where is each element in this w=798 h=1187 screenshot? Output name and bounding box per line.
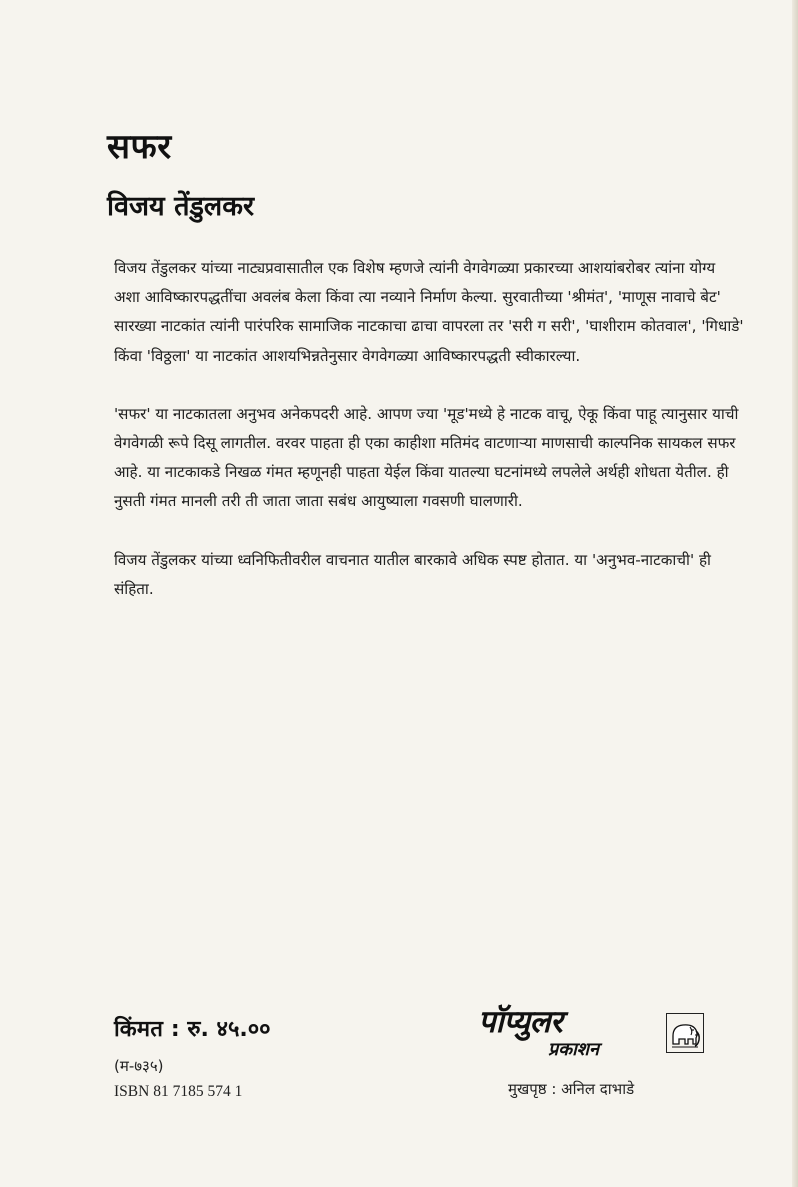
price-label: किंमत [114,1017,164,1042]
price-block [114,1015,414,1103]
book-title: सफर [107,127,172,167]
publisher-name: पॉप्युलर [478,1004,563,1040]
catalog-code: (म-७३५) [114,1057,164,1075]
page-edge [792,0,798,1187]
price-separator: : [163,1017,188,1042]
elephant-icon-svg [667,1014,703,1052]
isbn: ISBN 81 7185 574 1 [114,1083,243,1100]
book-author: विजय तेंडुलकर [107,191,255,222]
blurb-paragraph-2: 'सफर' या नाटकातला अनुभव अनेकपदरी आहे. आपण ज्या 'मूड'मध्ये हे नाटक वाचू, ऐकू किंवा पाहू त्यानुसार याची वेगवेगळी रूपे दिसू लागतील. वरवर पाहता ही एका काहीशा मतिमंद वाटणाऱ्या माणसाची काल्पनिक सायकल सफर आहे. या नाटकाकडे निखळ गंमत म्हणूनही पाहता येईल किंवा यातल्या घटनांमध्ये लपलेले अर्थही शोधता येतील. ही नुसती गंमत मानली तरी ती जाता जाता सबंध आयुष्याला गवसणी घालणारी. [114,404,739,511]
cover-credit: मुखपृष्ठ : अनिल दाभाडे [508,1080,635,1098]
blurb [114,254,744,633]
elephant-icon [666,1013,704,1053]
price-amount: रु. ४५.०० [187,1017,271,1042]
price [114,1015,414,1045]
blurb-paragraph-3: विजय तेंडुलकर यांच्या ध्वनिफितीवरील वाचनात यातील बारकावे अधिक स्पष्ट होतात. या 'अनुभव-नाटकाची' ही संहिता. [114,550,711,598]
publisher-sub: प्रकाशन [548,1039,599,1060]
blurb-paragraph-1: विजय तेंडुलकर यांच्या नाट्यप्रवासातील एक विशेष म्हणजे त्यांनी वेगवेगळ्या प्रकारच्या आशयांबरोबर त्यांना योग्य अशा आविष्कारपद्धतींचा अवलंब केला किंवा त्या नव्याने निर्माण केल्या. सुरवातीच्या 'श्रीमंत', 'माणूस नावाचे बेट' सारख्या नाटकांत त्यांनी पारंपरिक सामाजिक नाटकाचा ढाचा वापरला तर 'सरी ग सरी', 'घाशीराम कोतवाल', 'गिधाडे' किंवा 'विठ्ठला' या नाटकांत आशयभिन्नतेनुसार वेगवेगळ्या आविष्कारपद्धती स्वीकारल्या. [114,259,744,365]
